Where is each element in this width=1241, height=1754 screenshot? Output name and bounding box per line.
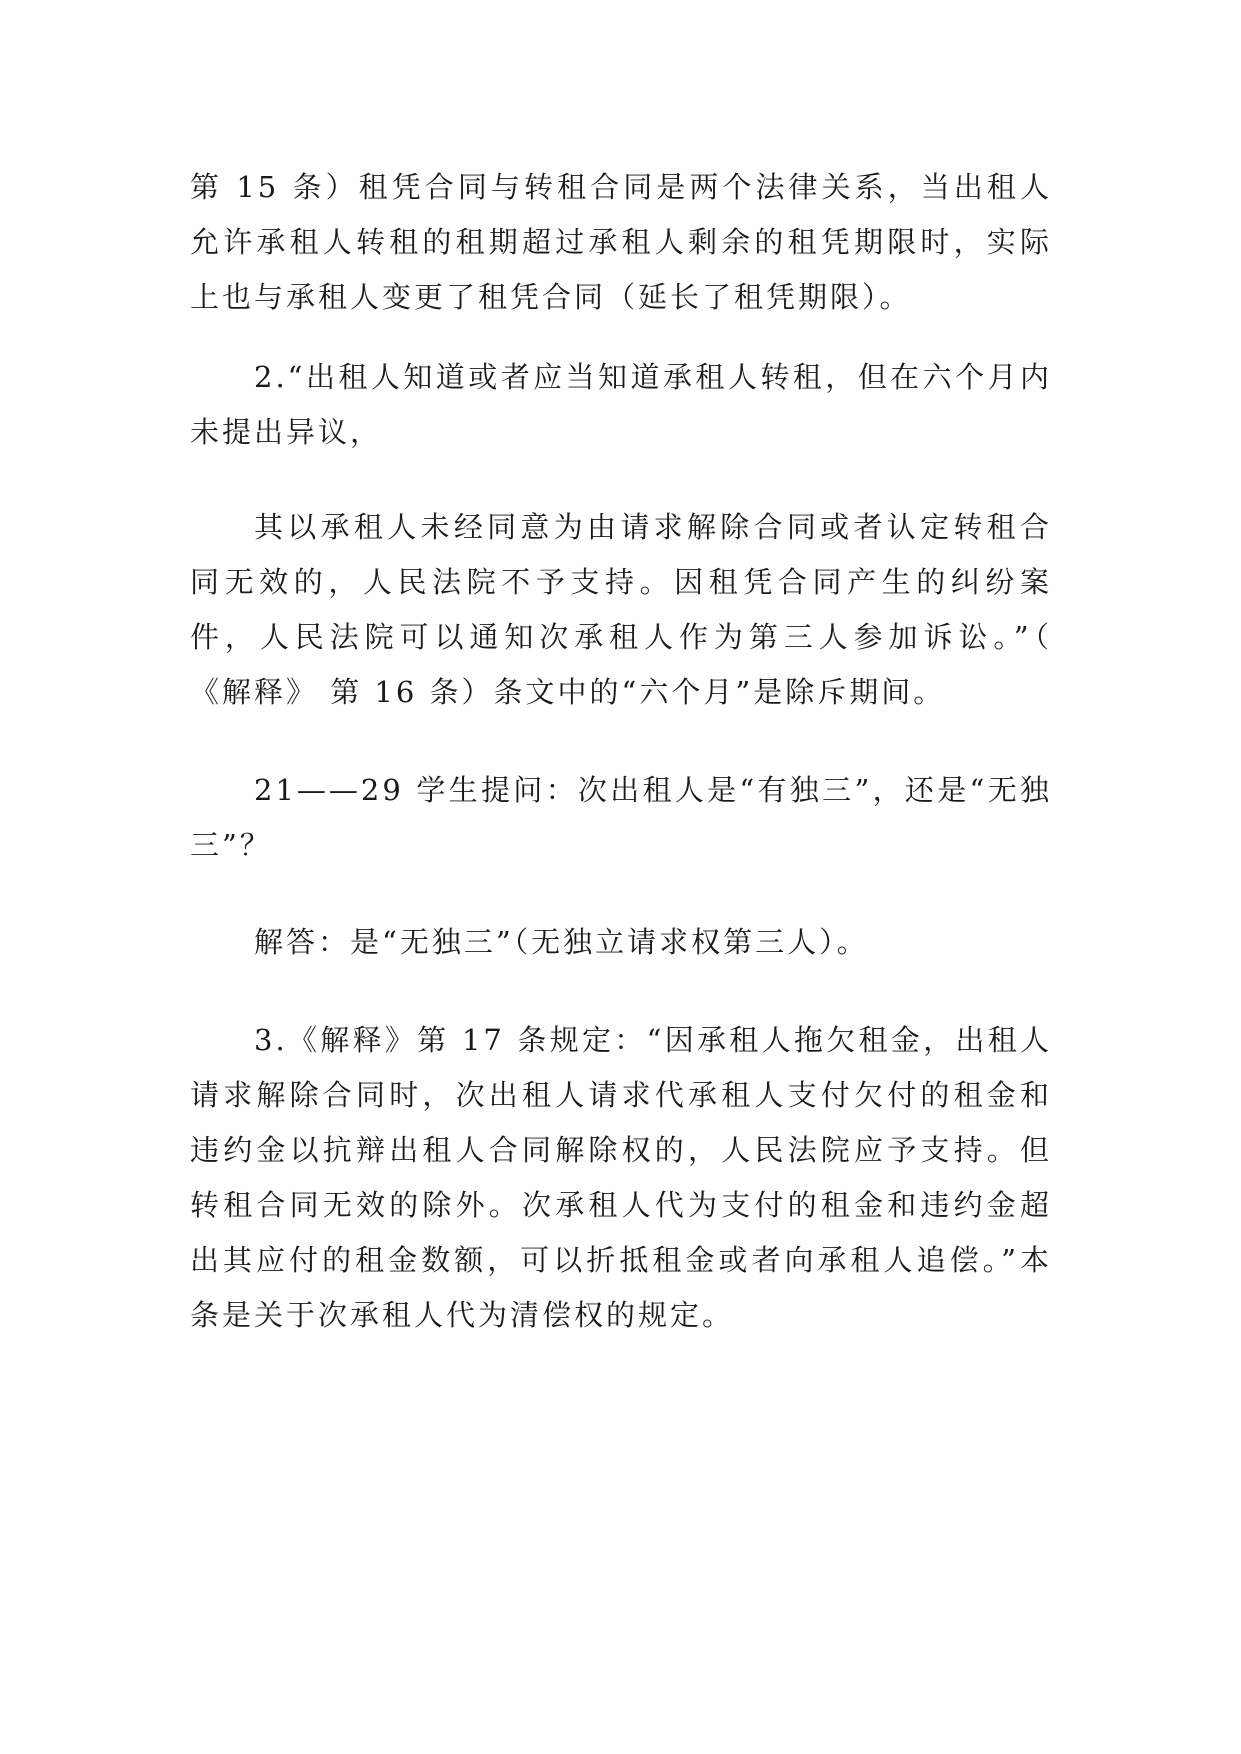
paragraph-6: 3.《解释》第 17 条规定：“因承租人拖欠租金，出租人请求解除合同时，次出租人请求代承租人支付欠付的租金和违约金以抗辩出租人合同解除权的，人民法院应予支持。但转租合同无效的除外。次承租人代为支付的租金和违约金超出其应付的租金数额，可以折抵租金或者向承租人追偿。”本条是关于次承租人代为清偿权的规定。 — [190, 1023, 1052, 1332]
paragraph-1: 第 15 条）租凭合同与转租合同是两个法律关系，当出租人允许承租人转租的租期超过承租人剩余的租凭期限时，实际上也与承租人变更了租凭合同（延长了租凭期限）。 — [190, 170, 1052, 314]
paragraph-2: 2.“出租人知道或者应当知道承租人转租，但在六个月内未提出异议， — [190, 360, 1052, 449]
paragraph-3: 其以承租人未经同意为由请求解除合同或者认定转租合同无效的，人民法院不予支持。因租凭合同产生的纠纷案件，人民法院可以通知次承租人作为第三人参加诉讼。”（ 《解释》 第 16 条）条文中的“六个月”是除斥期间。 — [190, 510, 1052, 709]
paragraph-5: 解答：是“无独三”（无独立请求权第三人）。 — [254, 925, 869, 959]
paragraph-4: 21——29 学生提问：次出租人是“有独三”，还是“无独三”？ — [190, 773, 1052, 862]
document-page — [190, 0, 1052, 1754]
